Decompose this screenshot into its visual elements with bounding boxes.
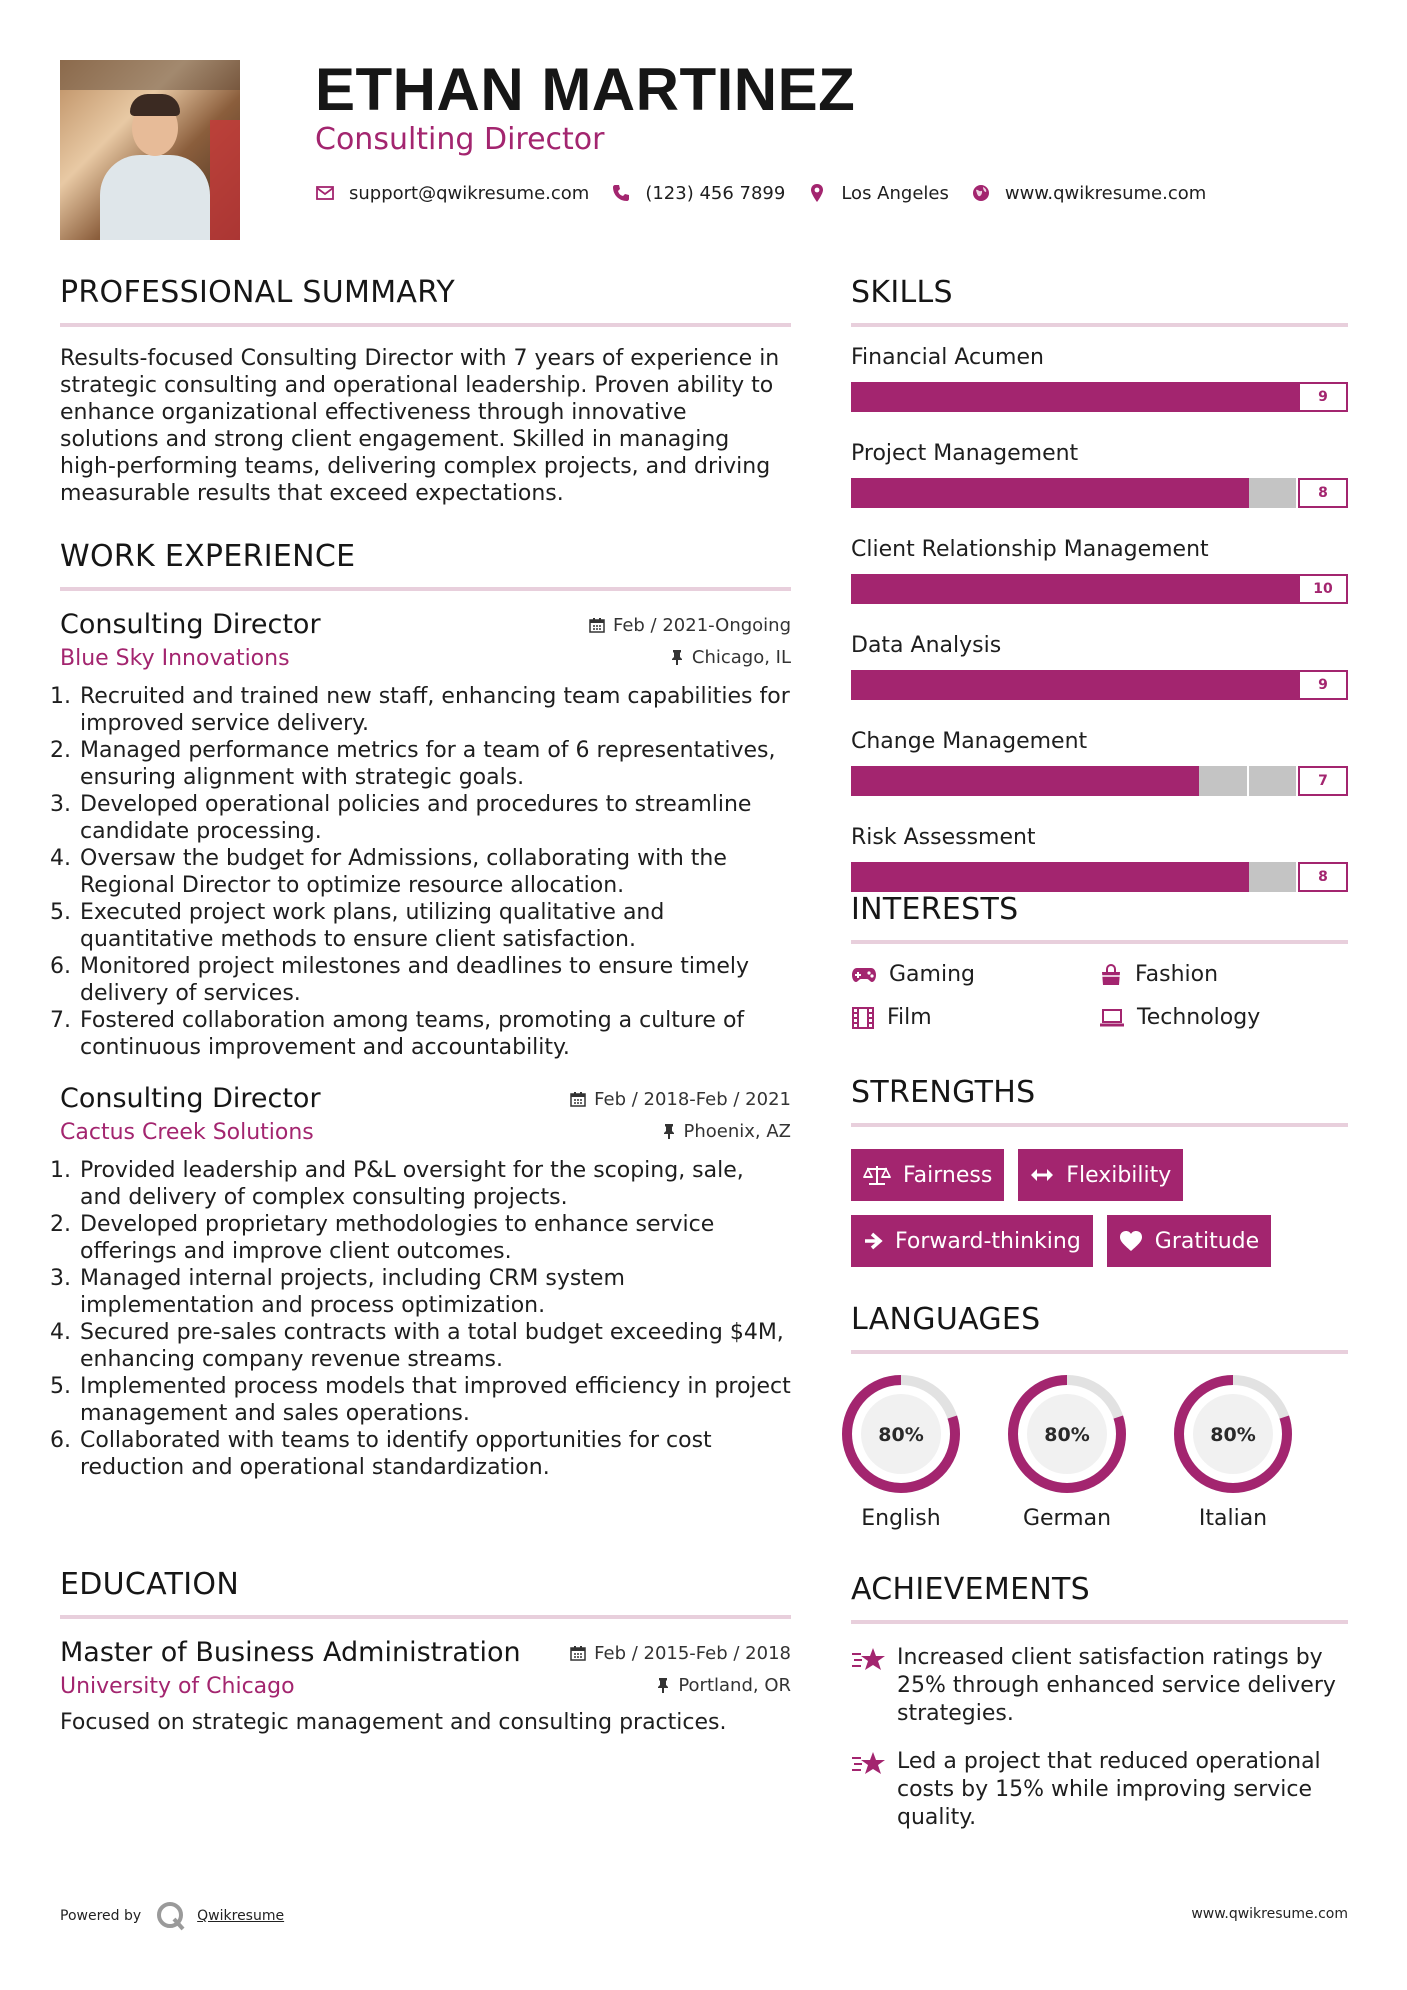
strengths-rule <box>851 1123 1348 1127</box>
shooting-star-icon <box>851 1750 887 1778</box>
phone-icon <box>611 183 631 203</box>
strength-chip: Forward-thinking <box>851 1215 1093 1267</box>
skill-bar-segment <box>1149 574 1199 604</box>
language-ring <box>839 1372 963 1496</box>
summary-text: Results-focused Consulting Director with 7 years of experience in strategic consulting and operational leadership. Proven ability to enhance organizational effectiveness through innovative solutions and strong client engagement. Skilled in managing high-performing teams, delivering complex projects, and driving measurable results that exceed expectations. <box>60 346 780 506</box>
website-text: www.qwikresume.com <box>1004 182 1207 204</box>
qwikresume-logo-icon <box>155 1900 187 1932</box>
skill-bar-segment <box>1000 766 1050 796</box>
achievements-title: ACHIEVEMENTS <box>851 1572 1091 1607</box>
skill-bar-segment <box>901 382 951 412</box>
language-percent: 80% <box>878 1424 924 1446</box>
skill-bar-segment <box>950 574 1000 604</box>
candidate-headline: Consulting Director <box>315 122 605 157</box>
skill-bar-segment <box>1199 478 1249 508</box>
language-item <box>831 1372 971 1531</box>
skill-bar-segment <box>1149 766 1199 796</box>
calendar-icon <box>570 1645 586 1661</box>
skill-bar-segment <box>851 478 901 508</box>
skill-bar-segment <box>901 670 951 700</box>
arrows-horizontal-icon <box>1030 1167 1054 1183</box>
skill-bar-segment <box>950 382 1000 412</box>
skill-bar-segment <box>851 766 901 796</box>
skill-bar-segment <box>950 670 1000 700</box>
education-description: Focused on strategic management and consulting practices. <box>60 1710 727 1735</box>
strengths-section <box>851 1073 1348 1267</box>
languages-title: LANGUAGES <box>851 1302 1041 1337</box>
pushpin-icon <box>662 1123 676 1139</box>
skill-bar <box>851 670 1348 700</box>
skill-bar-segment <box>1149 862 1199 892</box>
language-name: English <box>861 1506 941 1531</box>
skill-bar-segment <box>1050 382 1100 412</box>
strength-chip: Fairness <box>851 1149 1004 1201</box>
skill-bar-segment <box>1000 862 1050 892</box>
skill-bar-segment <box>950 478 1000 508</box>
list-item: 3. Developed operational policies and procedures to streamline candidate processing. <box>78 791 791 845</box>
list-item: 2. Developed proprietary methodologies to enhance service offerings and improve client outcomes. <box>78 1211 791 1265</box>
job-entry <box>60 609 791 1061</box>
job-duties <box>60 683 791 1061</box>
job-date: Feb / 2018-Feb / 2021 <box>570 1089 791 1110</box>
skill-name: Data Analysis <box>851 633 1002 658</box>
skill-bar-segment <box>1149 670 1199 700</box>
skill-bar-segment <box>1149 382 1199 412</box>
education-location: Portland, OR <box>656 1675 791 1696</box>
skill-bar-segment <box>950 766 1000 796</box>
achievements-section <box>851 1570 1348 1832</box>
skill-bar-segment <box>851 382 901 412</box>
list-item: 3. Managed internal projects, including CRM system implementation and process optimization. <box>78 1265 791 1319</box>
skill-name: Financial Acumen <box>851 345 1044 370</box>
job-duties <box>60 1157 791 1481</box>
skill-bar-segment <box>1199 574 1249 604</box>
skill-bar-segment <box>1199 382 1249 412</box>
summary-rule <box>60 323 791 327</box>
list-item: 5. Implemented process models that improved efficiency in project management and sales operations. <box>78 1373 791 1427</box>
skill-item <box>851 631 1348 700</box>
footer-site[interactable]: www.qwikresume.com <box>1191 1906 1348 1922</box>
interest-item: Fashion <box>1099 962 1347 987</box>
job-title: Consulting Director <box>60 1083 321 1114</box>
shooting-star-icon <box>851 1646 887 1674</box>
film-icon <box>851 1006 875 1030</box>
achievements-list <box>851 1644 1348 1832</box>
education-date: Feb / 2015-Feb / 2018 <box>570 1643 791 1664</box>
skill-bar-segment <box>1050 862 1100 892</box>
list-item: 1. Recruited and trained new staff, enhancing team capabilities for improved service delivery. <box>78 683 791 737</box>
laptop-icon <box>1099 1008 1125 1028</box>
language-percent: 80% <box>1044 1424 1090 1446</box>
interests-grid <box>851 962 1348 1030</box>
skill-bar-segment <box>1249 574 1299 604</box>
skills-rule <box>851 323 1348 327</box>
job-title: Consulting Director <box>60 609 321 640</box>
arrow-right-icon <box>863 1231 883 1251</box>
interest-item: Film <box>851 1005 1099 1030</box>
map-marker-icon <box>807 183 827 203</box>
skill-item <box>851 535 1348 604</box>
skill-bar-segment <box>1000 478 1050 508</box>
skill-item <box>851 343 1348 412</box>
candidate-name: ETHAN MARTINEZ <box>315 56 856 123</box>
skill-bar-segment <box>901 478 951 508</box>
interests-section <box>851 890 1348 1030</box>
interest-item: Technology <box>1099 1005 1347 1030</box>
contact-phone[interactable] <box>611 183 785 204</box>
skill-name: Client Relationship Management <box>851 537 1209 562</box>
language-ring <box>1005 1372 1129 1496</box>
skill-bar-segment <box>901 766 951 796</box>
skill-bar-segment <box>1249 862 1299 892</box>
skill-level-badge: 9 <box>1298 670 1348 700</box>
envelope-icon <box>315 183 335 203</box>
language-item <box>997 1372 1137 1531</box>
skill-bar <box>851 766 1348 796</box>
list-item: 6. Collaborated with teams to identify opportunities for cost reduction and operational standardization. <box>78 1427 791 1481</box>
skill-bar-segment <box>851 670 901 700</box>
skill-bar-segment <box>1199 670 1249 700</box>
job-date: Feb / 2021-Ongoing <box>589 615 791 636</box>
skill-bar <box>851 382 1348 412</box>
email-text: support@qwikresume.com <box>349 182 590 204</box>
skill-bar-segment <box>1050 478 1100 508</box>
skill-bar-segment <box>1000 574 1050 604</box>
footer-powered-by: Powered by Qwikresume <box>60 1900 284 1932</box>
skill-bar-segment <box>950 862 1000 892</box>
qwikresume-link[interactable]: Qwikresume <box>197 1908 285 1924</box>
language-name: Italian <box>1198 1506 1268 1531</box>
interests-title: INTERESTS <box>851 892 1019 927</box>
summary-title: PROFESSIONAL SUMMARY <box>60 275 456 310</box>
skill-bar-segment <box>1050 670 1100 700</box>
skill-bar-segment <box>1199 766 1249 796</box>
interests-rule <box>851 940 1348 944</box>
skill-name: Risk Assessment <box>851 825 1036 850</box>
skill-item <box>851 727 1348 796</box>
skill-bar-segment <box>1050 766 1100 796</box>
language-name: German <box>1022 1506 1112 1531</box>
skill-bar-segment <box>851 862 901 892</box>
profile-photo <box>60 60 240 240</box>
phone-text: (123) 456 7899 <box>645 182 786 204</box>
skill-item <box>851 823 1348 892</box>
job-company: Cactus Creek Solutions <box>60 1120 314 1145</box>
languages-section <box>851 1300 1348 1540</box>
skills-list <box>851 343 1348 892</box>
list-item: 4. Secured pre-sales contracts with a total budget exceeding $4M, enhancing company revenue streams. <box>78 1319 791 1373</box>
education-rule <box>60 1615 791 1619</box>
contact-website[interactable] <box>971 183 1206 204</box>
list-item: 1. Provided leadership and P&L oversight for the scoping, sale, and delivery of complex consulting projects. <box>78 1157 791 1211</box>
school-name: University of Chicago <box>60 1674 295 1699</box>
skill-bar-segment <box>1050 574 1100 604</box>
list-item: 5. Executed project work plans, utilizing qualitative and quantitative methods to ensure client satisfaction. <box>78 899 791 953</box>
education-section <box>60 1565 791 1736</box>
skill-bar-segment <box>1100 766 1150 796</box>
strength-chip: Gratitude <box>1107 1215 1271 1267</box>
strengths-title: STRENGTHS <box>851 1075 1036 1110</box>
list-item: 6. Monitored project milestones and deadlines to ensure timely delivery of services. <box>78 953 791 1007</box>
education-title: EDUCATION <box>60 1567 240 1602</box>
skill-bar-segment <box>1000 382 1050 412</box>
skill-bar-segment <box>1100 670 1150 700</box>
contact-email[interactable] <box>315 183 589 204</box>
skill-bar-segment <box>1249 478 1299 508</box>
list-item: 7. Fostered collaboration among teams, promoting a culture of continuous improvement and accountability. <box>78 1007 791 1061</box>
skill-level-badge: 7 <box>1298 766 1348 796</box>
skill-bar-segment <box>1249 670 1299 700</box>
experience-title: WORK EXPERIENCE <box>60 539 356 574</box>
skill-bar-segment <box>851 574 901 604</box>
strengths-chips <box>851 1149 1348 1267</box>
summary-section <box>60 273 791 507</box>
language-item <box>1163 1372 1303 1531</box>
achievement-item: Led a project that reduced operational costs by 15% while improving service quality. <box>851 1748 1348 1832</box>
skill-bar-segment <box>1100 862 1150 892</box>
skills-title: SKILLS <box>851 275 953 310</box>
skill-item <box>851 439 1348 508</box>
skill-name: Project Management <box>851 441 1079 466</box>
skill-bar-segment <box>1249 766 1299 796</box>
location-text: Los Angeles <box>841 182 949 204</box>
globe-icon <box>971 183 991 203</box>
languages-rule <box>851 1350 1348 1354</box>
experience-section <box>60 537 791 1481</box>
achievement-item: Increased client satisfaction ratings by 25% through enhanced service delivery strategies. <box>851 1644 1348 1728</box>
interest-item: Gaming <box>851 962 1099 987</box>
contact-location <box>807 183 949 204</box>
balance-scale-icon <box>863 1164 891 1186</box>
education-entry <box>60 1637 791 1736</box>
heart-icon <box>1119 1230 1143 1252</box>
job-location: Phoenix, AZ <box>662 1121 792 1142</box>
skill-bar <box>851 478 1348 508</box>
gamepad-icon <box>851 966 877 984</box>
job-location: Chicago, IL <box>670 647 791 668</box>
skill-bar-segment <box>1249 382 1299 412</box>
experience-rule <box>60 587 791 591</box>
languages-list <box>851 1372 1348 1542</box>
skill-name: Change Management <box>851 729 1088 754</box>
shopping-bag-icon <box>1099 963 1123 987</box>
skill-level-badge: 8 <box>1298 478 1348 508</box>
calendar-icon <box>570 1091 586 1107</box>
skill-bar-segment <box>901 574 951 604</box>
skill-level-badge: 10 <box>1298 574 1348 604</box>
job-entry <box>60 1083 791 1481</box>
pushpin-icon <box>670 649 684 665</box>
skills-section <box>851 273 1348 919</box>
list-item: 2. Managed performance metrics for a team of 6 representatives, ensuring alignment with strategic goals. <box>78 737 791 791</box>
skill-bar <box>851 574 1348 604</box>
language-ring <box>1171 1372 1295 1496</box>
skill-bar-segment <box>1199 862 1249 892</box>
skill-bar-segment <box>1149 478 1199 508</box>
skill-level-badge: 9 <box>1298 382 1348 412</box>
language-percent: 80% <box>1210 1424 1256 1446</box>
skill-bar-segment <box>901 862 951 892</box>
calendar-icon <box>589 617 605 633</box>
list-item: 4. Oversaw the budget for Admissions, collaborating with the Regional Director to optimize resource allocation. <box>78 845 791 899</box>
skill-bar-segment <box>1100 478 1150 508</box>
contact-bar <box>315 178 1228 208</box>
pushpin-icon <box>656 1677 670 1693</box>
skill-bar-segment <box>1100 382 1150 412</box>
skill-bar-segment <box>1000 670 1050 700</box>
skill-bar <box>851 862 1348 892</box>
skill-level-badge: 8 <box>1298 862 1348 892</box>
skill-bar-segment <box>1100 574 1150 604</box>
strength-chip: Flexibility <box>1018 1149 1183 1201</box>
achievements-rule <box>851 1620 1348 1624</box>
job-company: Blue Sky Innovations <box>60 646 290 671</box>
degree-title: Master of Business Administration <box>60 1637 521 1668</box>
